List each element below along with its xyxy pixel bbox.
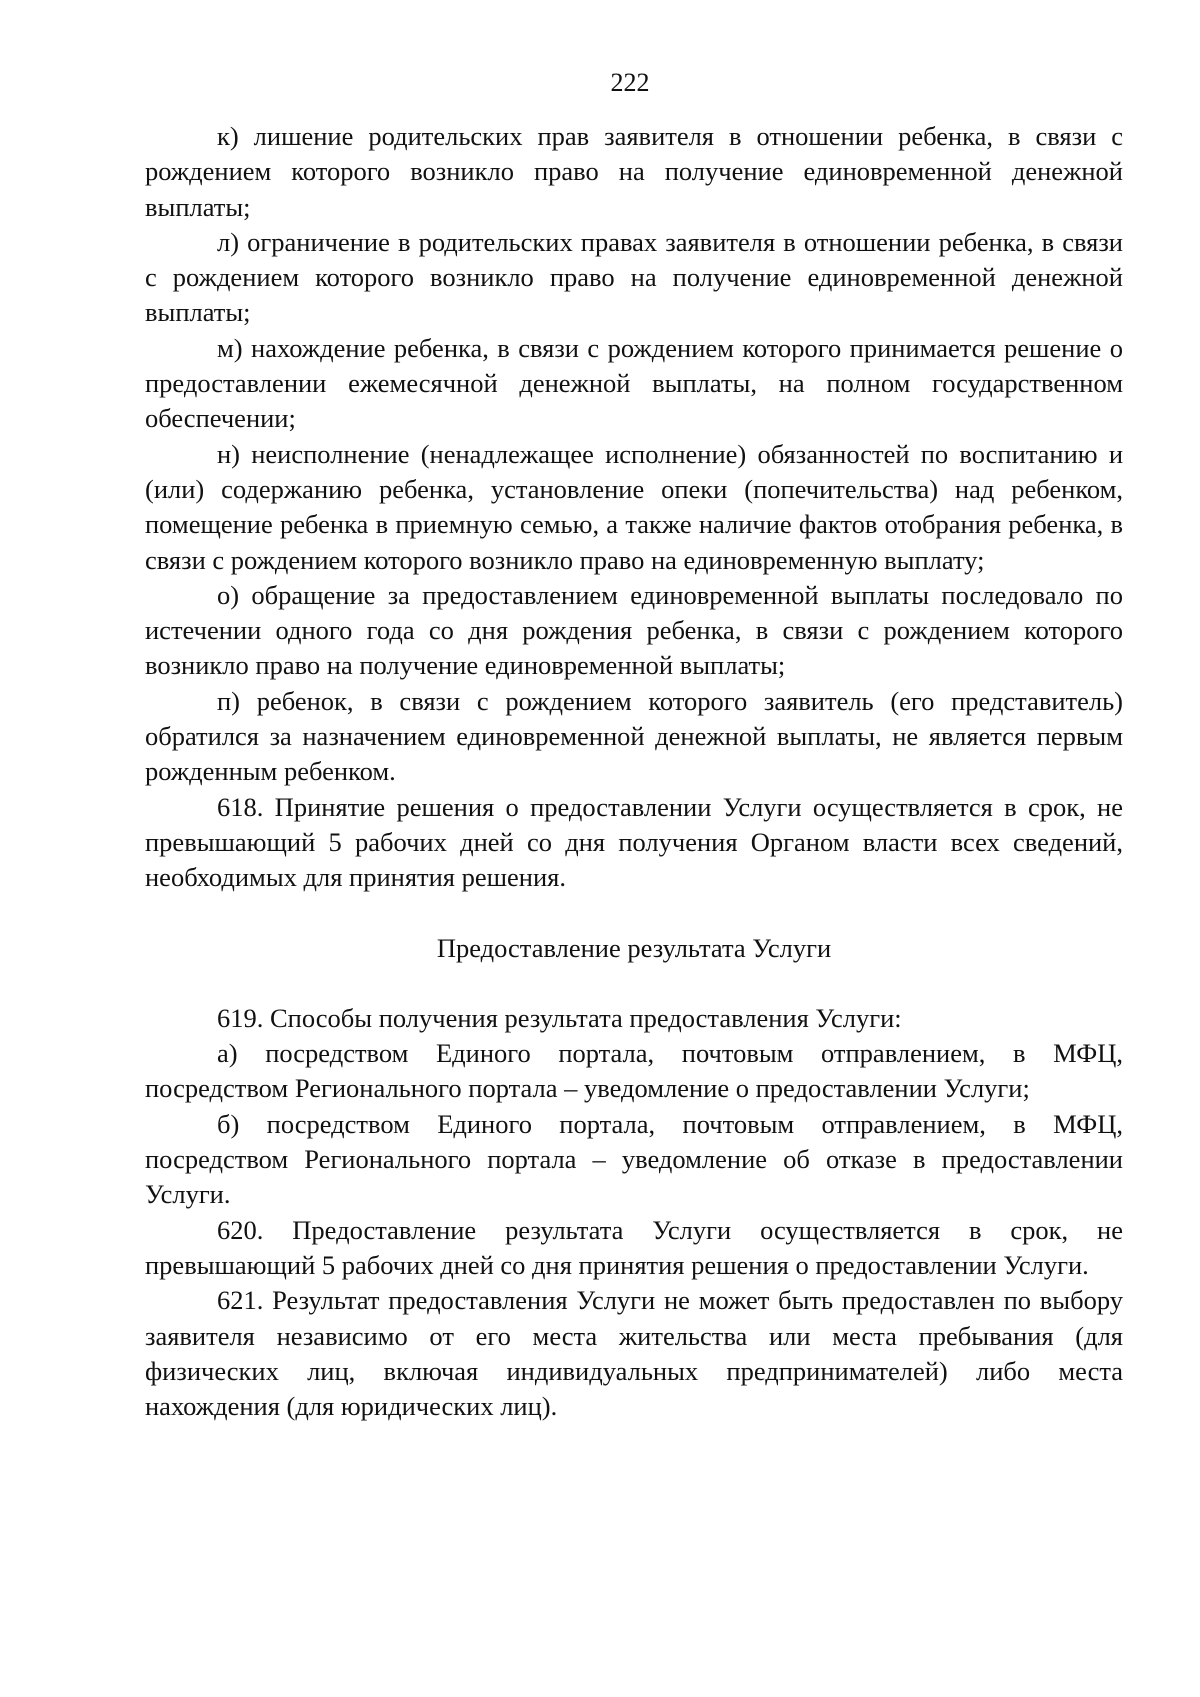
paragraph-p: п) ребенок, в связи с рождением которого заявитель (его представитель) обратился за назначением единовременной денежной выплаты, не является первым рожденным ребенком. xyxy=(145,685,1123,787)
document-body xyxy=(145,119,1123,1424)
paragraph-o: о) обращение за предоставлением единовременной выплаты последовало по истечении одного года со дня рождения ребенка, в связи с рождением которого возникло право на получение единовременной выплаты; xyxy=(145,579,1123,681)
paragraph-618: 618. Принятие решения о предоставлении Услуги осуществляется в срок, не превышающий 5 рабочих дней со дня получения Органом власти всех сведений, необходимых для принятия решения. xyxy=(145,791,1123,893)
page-number: 222 xyxy=(610,68,650,97)
paragraph-619: 619. Способы получения результата предоставления Услуги: xyxy=(217,1002,902,1033)
paragraph-620: 620. Предоставление результата Услуги осуществляется в срок, не превышающий 5 рабочих дней со дня принятия решения о предоставлении Услуги. xyxy=(145,1214,1123,1280)
section-heading: Предоставление результата Услуги xyxy=(436,932,832,963)
paragraph-n: н) неисполнение (ненадлежащее исполнение) обязанностей по воспитанию и (или) содержанию ребенка, установление опеки (попечительства) над ребенком, помещение ребенка в приемную семью, а также наличие фактов отобрания ребенка, в связи с рождением которого возникло право на единовременную выплату; xyxy=(145,438,1123,575)
paragraph-619-b: б) посредством Единого портала, почтовым отправлением, в МФЦ, посредством Регионального портала – уведомление об отказе в предоставлении Услуги. xyxy=(145,1108,1123,1210)
paragraph-k: к) лишение родительских прав заявителя в отношении ребенка, в связи с рождением которого возникло право на получение единовременной денежной выплаты; xyxy=(145,121,1123,222)
paragraph-619-a: а) посредством Единого портала, почтовым отправлением, в МФЦ, посредством Регионального портала – уведомление о предоставлении Услуги; xyxy=(145,1038,1123,1104)
paragraph-621: 621. Результат предоставления Услуги не может быть предоставлен по выбору заявителя независимо от его места жительства или места пребывания (для физических лиц, включая индивидуальных предпринимателей) либо места нахождения (для юридических лиц). xyxy=(145,1285,1123,1422)
paragraph-m: м) нахождение ребенка, в связи с рождением которого принимается решение о предоставлении ежемесячной денежной выплаты, на полном государственном обеспечении; xyxy=(145,332,1123,434)
paragraph-l: л) ограничение в родительских правах заявителя в отношении ребенка, в связи с рождением которого возникло право на получение единовременной денежной выплаты; xyxy=(145,226,1123,328)
